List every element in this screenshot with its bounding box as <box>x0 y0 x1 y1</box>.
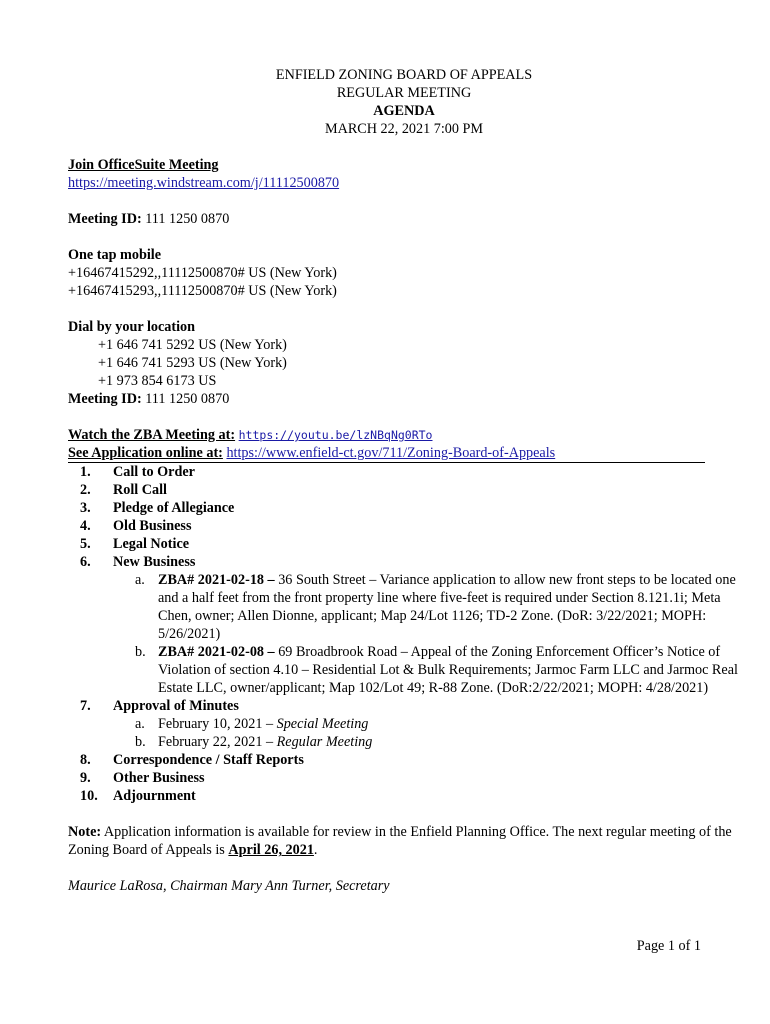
new-business-list <box>113 571 740 697</box>
join-title: Join OfficeSuite Meeting <box>68 157 219 173</box>
minutes-list <box>113 715 740 751</box>
list-item: 2. Roll Call <box>80 482 167 498</box>
one-tap-title: One tap mobile <box>68 247 162 263</box>
header-agenda: AGENDA <box>373 103 435 119</box>
watch-line: Watch the ZBA Meeting at: https://youtu.be/lzNBqNg0RTo <box>68 427 433 443</box>
one-tap-line: +16467415293,,11112500870# US (New York) <box>68 283 337 299</box>
list-item: 9. Other Business <box>80 770 205 786</box>
document-header <box>68 66 740 138</box>
list-item: 8. Correspondence / Staff Reports <box>80 752 304 768</box>
one-tap-line: +16467415292,,11112500870# US (New York) <box>68 265 337 281</box>
dial-title: Dial by your location <box>68 319 196 335</box>
header-board-name: ENFIELD ZONING BOARD OF APPEALS <box>275 67 533 83</box>
list-item: a. ZBA# 2021-02-18 – 36 South Street – Variance application to allow new front steps to be located one and a half feet from the front property line where five-feet is required under Section 8.121.1i; Meta Chen, owner; Allen Dionne, applicant; Map 24/Lot 1126; TD-2 Zone. (DoR: 3/22/2021; MOPH: 5/26/2021) <box>135 572 736 642</box>
meeting-id-2: Meeting ID: 111 1250 0870 <box>68 391 230 407</box>
agenda-document <box>68 66 740 895</box>
meeting-id-1: Meeting ID: 111 1250 0870 <box>68 211 230 227</box>
list-item: b. ZBA# 2021-02-08 – 69 Broadbrook Road – Appeal of the Zoning Enforcement Officer’s Notice of Violation of section 4.10 – Residential Lot & Bulk Requirements; Jarmoc Farm LLC and Jarmoc Real Estate LLC, owner/applicant; Map 102/Lot 49; R-88 Zone. (DoR:2/22/2021; MOPH: 4/28/2021) <box>135 644 738 696</box>
application-link[interactable]: https://www.enfield-ct.gov/711/Zoning-Board-of-Appeals <box>226 445 556 461</box>
list-item: 4. Old Business <box>80 518 192 534</box>
header-date: MARCH 22, 2021 7:00 PM <box>324 121 484 137</box>
list-item: 5. Legal Notice <box>80 536 190 552</box>
list-item: b. February 22, 2021 – Regular Meeting <box>135 734 373 750</box>
signature-line: Maurice LaRosa, Chairman Mary Ann Turner, Secretary <box>68 878 390 894</box>
dial-line: +1 973 854 6173 US <box>98 373 217 389</box>
list-item: 7. Approval of Minutes a. February 10, 2021 – Special Meeting b. February 22, 2021 – Regular Meeting <box>68 697 740 751</box>
list-item: 10. Adjournment <box>80 788 196 804</box>
youtube-link[interactable]: https://youtu.be/lzNBqNg0RTo <box>238 428 433 442</box>
list-item: 1. Call to Order <box>80 464 195 480</box>
list-item: 6. New Business a. ZBA# 2021-02-18 – 36 South Street – Variance application to allow new front steps to be located one and a half feet from the front property line where five-feet is required under Section 8.121.1i; Meta Chen, owner; Allen Dionne, applicant; Map 24/Lot 1126; TD-2 Zone. (DoR: 3/22/2021; MOPH: 5/26/2021) b. ZBA# 2021-02-08 – 69 Broadbrook Road – Appeal of the Zoning Enforcement Officer’s Notice of Violation of section 4.10 – Residential Lot & Bulk Requirements; Jarmoc Farm LLC and Jarmoc Real Estate LLC, owner/applicant; Map 102/Lot 49; R-88 Zone. (DoR:2/22/2021; MOPH: 4/28/2021) <box>68 553 740 697</box>
application-line: See Application online at: https://www.enfield-ct.gov/711/Zoning-Board-of-Appeals <box>68 444 705 463</box>
dial-line: +1 646 741 5292 US (New York) <box>98 337 287 353</box>
note-paragraph: Note: Application information is available for review in the Enfield Planning Office. The next regular meeting of the Zoning Board of Appeals is April 26, 2021. <box>68 824 732 858</box>
header-meeting-type: REGULAR MEETING <box>336 85 472 101</box>
join-meeting-link[interactable]: https://meeting.windstream.com/j/11112500870 <box>68 175 340 191</box>
list-item: 3. Pledge of Allegiance <box>80 500 235 516</box>
dial-line: +1 646 741 5293 US (New York) <box>98 355 287 371</box>
agenda-list <box>68 463 740 805</box>
page-number: Page 1 of 1 <box>636 938 701 954</box>
list-item: a. February 10, 2021 – Special Meeting <box>135 716 369 732</box>
